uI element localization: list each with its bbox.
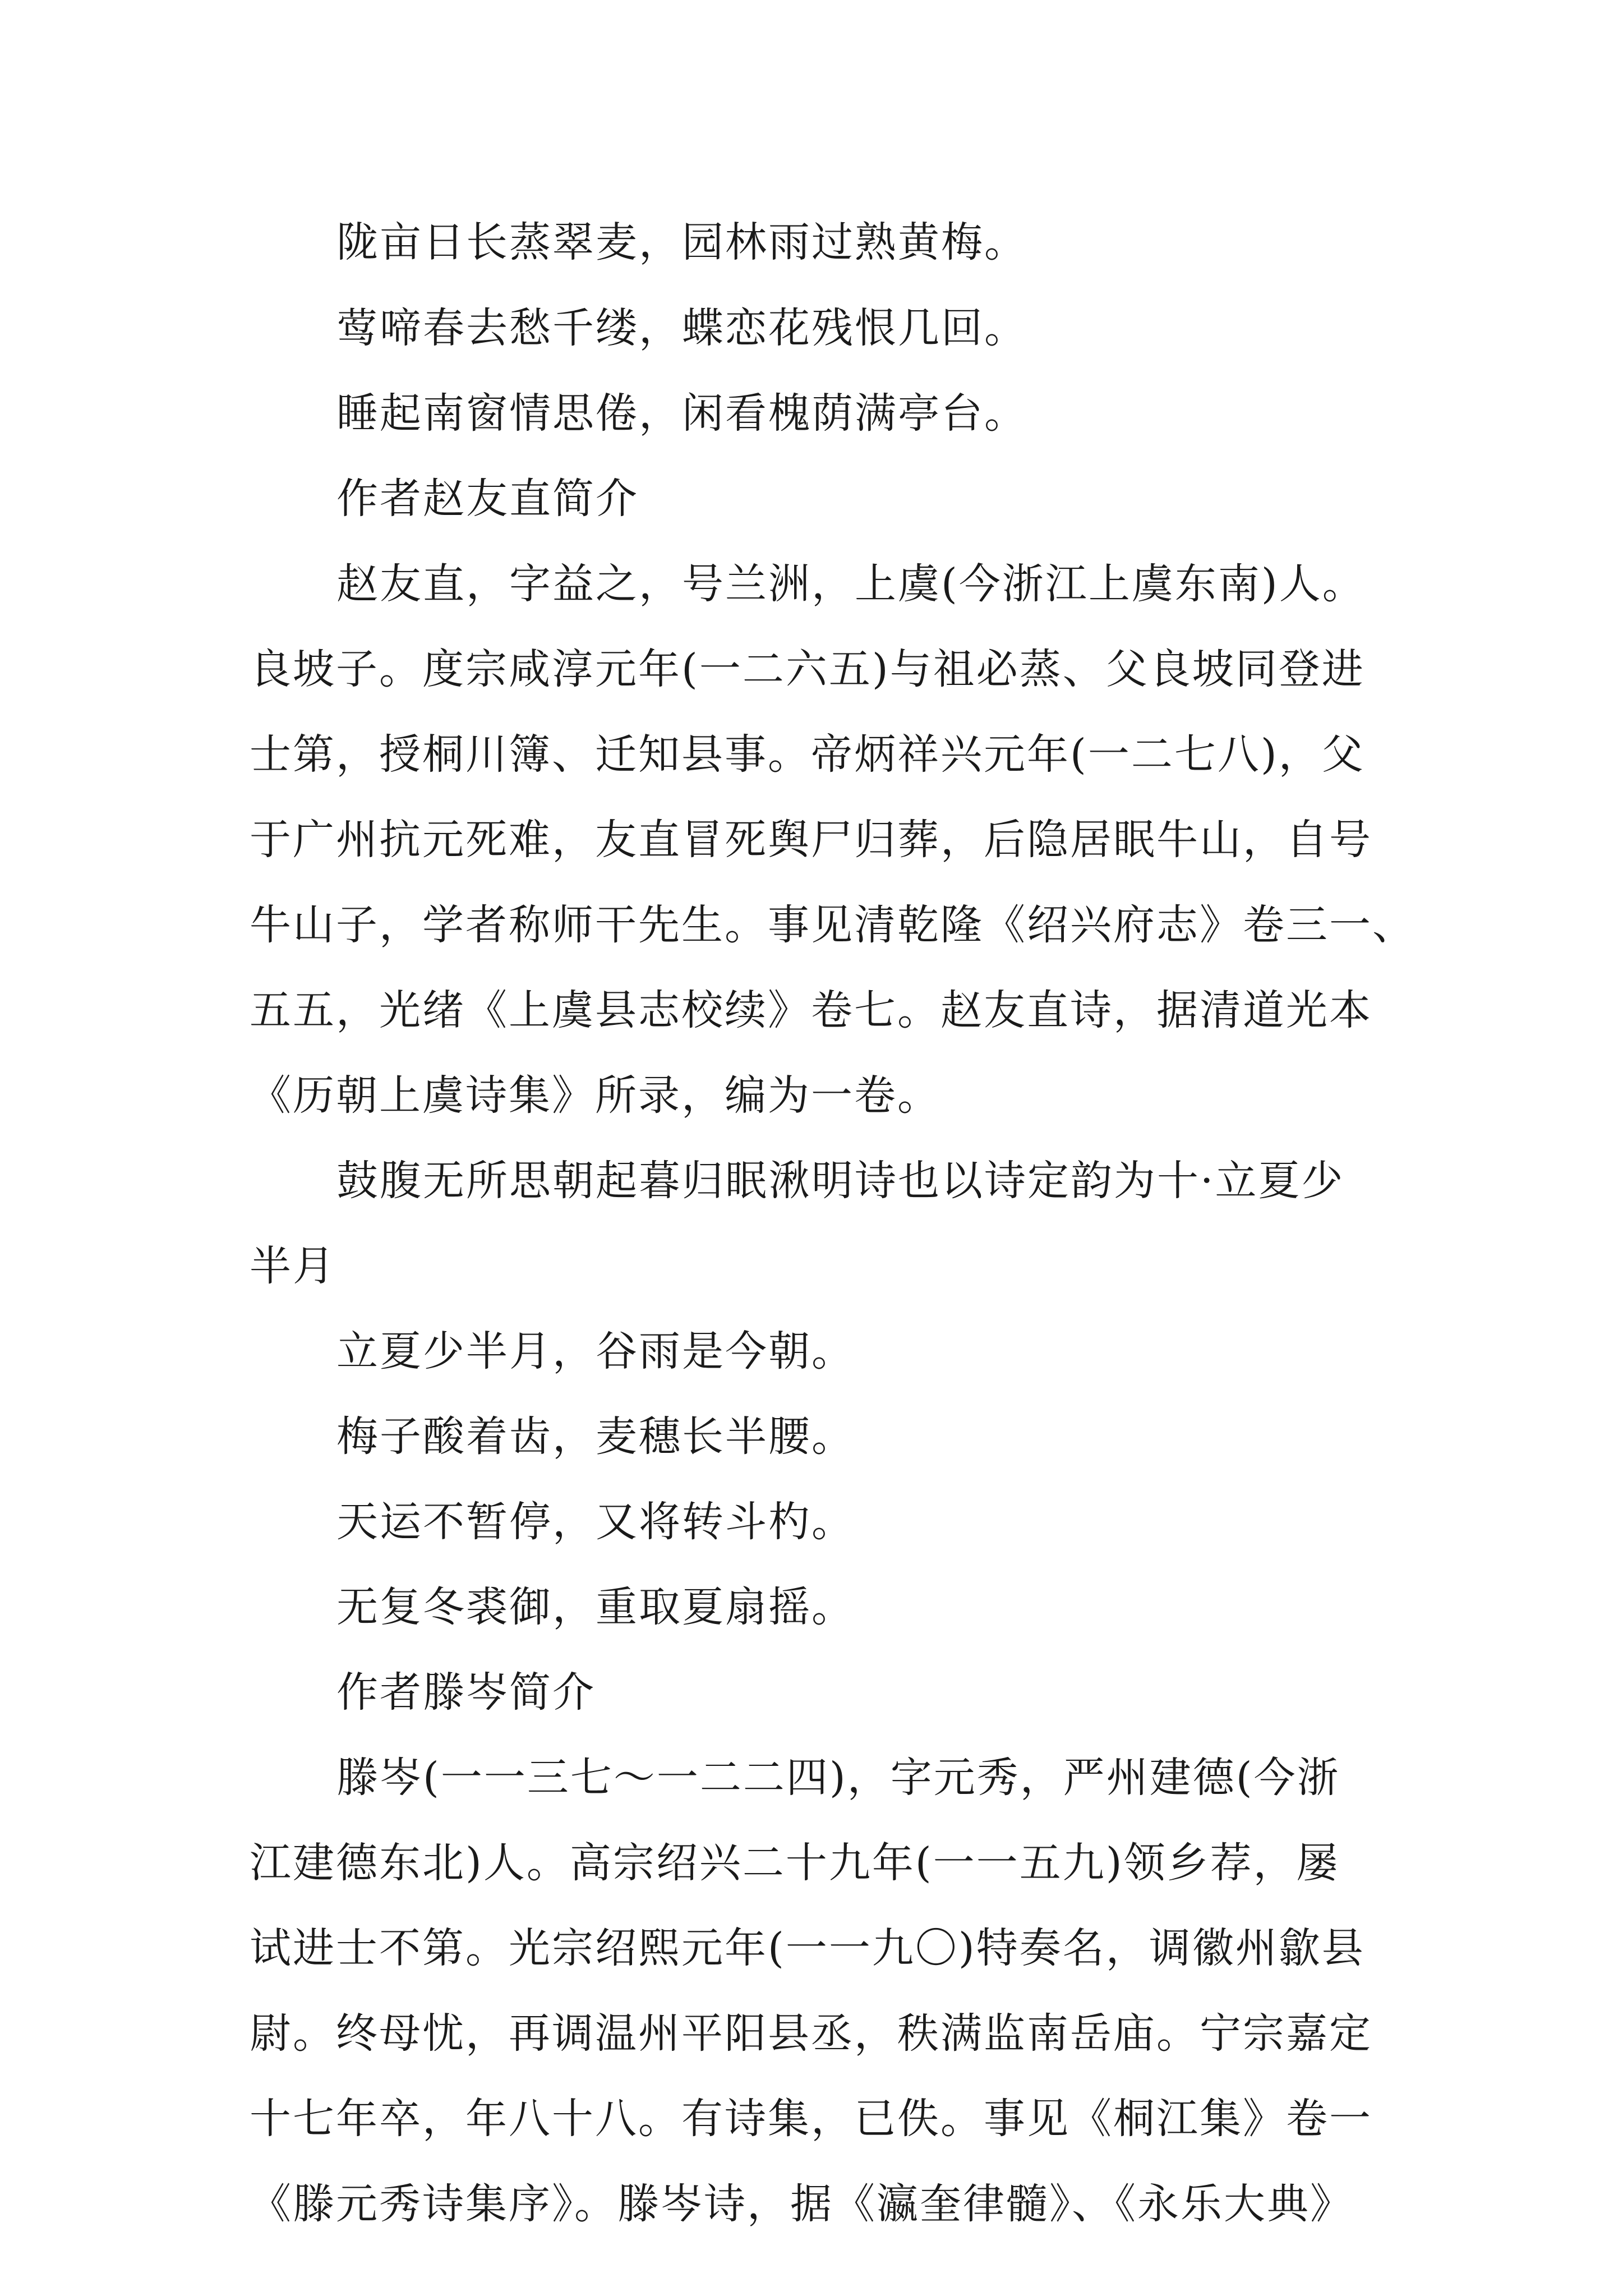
paragraph-line: 十七年卒，年八十八。有诗集，已佚。事见《桐江集》卷一 [250, 2095, 1372, 2143]
poem-line: 陇亩日长蒸翠麦，园林雨过熟黄梅。 [336, 218, 1027, 266]
paragraph-line: 士第，授桐川簿、迁知县事。帝炳祥兴元年(一二七八)，父 [250, 730, 1365, 779]
paragraph-line: 良坡子。度宗咸淳元年(一二六五)与祖必蒸、父良坡同登进 [250, 645, 1365, 693]
paragraph-line: 滕岑(一一三七～一二二四)，字元秀，严州建德(今浙 [336, 1754, 1340, 1802]
paragraph-line: 于广州抗元死难，友直冒死舆尸归葬，后隐居眠牛山，自号 [250, 816, 1372, 864]
paragraph-line: 《滕元秀诗集序》。滕岑诗，据《瀛奎律髓》、《永乐大典》 [250, 2180, 1353, 2228]
poem-line: 无复冬裘御，重取夏扇摇。 [336, 1583, 855, 1631]
poem-line: 莺啼春去愁千缕，蝶恋花残恨几回。 [336, 304, 1027, 352]
paragraph-line: 尉。终母忧，再调温州平阳县丞，秩满监南岳庙。宁宗嘉定 [250, 2009, 1372, 2058]
poem-title: 鼓腹无所思朝起暮归眠湫明诗也以诗定韵为十·立夏少 [336, 1157, 1345, 1205]
section-heading: 作者赵友直简介 [336, 475, 639, 523]
paragraph-line: 五五，光绪《上虞县志校续》卷七。赵友直诗，据清道光本 [250, 986, 1372, 1034]
poem-line: 立夏少半月，谷雨是今朝。 [336, 1327, 855, 1375]
poem-line: 睡起南窗情思倦，闲看槐荫满亭台。 [336, 389, 1027, 438]
section-heading: 作者滕岑简介 [336, 1668, 596, 1717]
paragraph-line: 江建德东北)人。高宗绍兴二十九年(一一五九)领乡荐，屡 [250, 1839, 1340, 1887]
poem-line: 梅子酸着齿，麦穗长半腰。 [336, 1412, 855, 1461]
paragraph-line: 《历朝上虞诗集》所录，编为一卷。 [250, 1071, 940, 1120]
paragraph-line: 赵友直，字益之，号兰洲，上虞(今浙江上虞东南)人。 [336, 560, 1366, 608]
poem-title: 半月 [250, 1242, 336, 1290]
paragraph-line: 试进士不第。光宗绍熙元年(一一九〇)特奏名，调徽州歙县 [250, 1924, 1365, 1972]
poem-line: 天运不暂停，又将转斗杓。 [336, 1498, 855, 1546]
paragraph-line: 牛山子，学者称师干先生。事见清乾隆《绍兴府志》卷三一、 [250, 901, 1415, 949]
